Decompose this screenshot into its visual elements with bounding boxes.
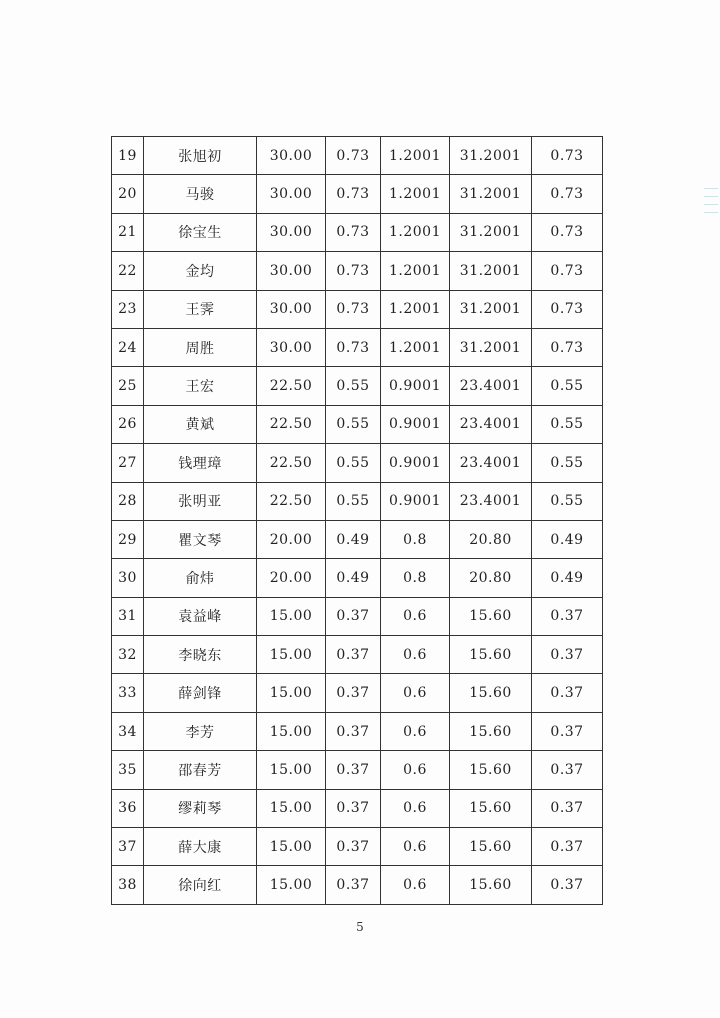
- scan-edge-mark: [704, 196, 718, 197]
- cell-row-index: 20: [112, 175, 144, 213]
- cell-name: 袁益峰: [144, 597, 257, 635]
- cell-amount-e: 0.37: [532, 636, 603, 674]
- cell-row-index: 32: [112, 636, 144, 674]
- cell-amount-a: 30.00: [257, 328, 326, 366]
- cell-row-index: 23: [112, 290, 144, 328]
- cell-amount-d: 23.4001: [450, 444, 532, 482]
- cell-name: 金均: [144, 252, 257, 290]
- cell-row-index: 29: [112, 520, 144, 558]
- cell-amount-b: 0.49: [326, 520, 381, 558]
- cell-amount-c: 1.2001: [381, 328, 450, 366]
- cell-amount-c: 0.8: [381, 520, 450, 558]
- cell-name: 李晓东: [144, 636, 257, 674]
- cell-row-index: 36: [112, 789, 144, 827]
- scan-edge-mark: [704, 204, 718, 205]
- table-row: [112, 290, 603, 328]
- cell-amount-e: 0.55: [532, 405, 603, 443]
- cell-amount-d: 15.60: [450, 597, 532, 635]
- table-row: [112, 367, 603, 405]
- cell-amount-d: 15.60: [450, 712, 532, 750]
- cell-amount-b: 0.37: [326, 597, 381, 635]
- cell-amount-a: 15.00: [257, 751, 326, 789]
- cell-amount-d: 31.2001: [450, 252, 532, 290]
- scan-edge-mark: [704, 212, 718, 213]
- cell-amount-e: 0.73: [532, 290, 603, 328]
- cell-row-index: 38: [112, 866, 144, 904]
- cell-amount-a: 22.50: [257, 444, 326, 482]
- cell-name: 钱理璋: [144, 444, 257, 482]
- table-row: [112, 175, 603, 213]
- cell-row-index: 30: [112, 559, 144, 597]
- table-row: [112, 482, 603, 520]
- cell-amount-a: 22.50: [257, 405, 326, 443]
- cell-amount-b: 0.55: [326, 405, 381, 443]
- cell-amount-b: 0.37: [326, 636, 381, 674]
- cell-amount-d: 15.60: [450, 828, 532, 866]
- cell-amount-d: 15.60: [450, 751, 532, 789]
- cell-amount-e: 0.37: [532, 597, 603, 635]
- table-row: [112, 828, 603, 866]
- cell-amount-a: 20.00: [257, 520, 326, 558]
- cell-amount-e: 0.73: [532, 328, 603, 366]
- table-row: [112, 213, 603, 251]
- cell-amount-b: 0.37: [326, 789, 381, 827]
- cell-amount-d: 23.4001: [450, 367, 532, 405]
- cell-amount-c: 0.6: [381, 828, 450, 866]
- cell-amount-d: 31.2001: [450, 328, 532, 366]
- cell-amount-c: 1.2001: [381, 137, 450, 175]
- table-body: [112, 137, 603, 905]
- cell-name: 邵春芳: [144, 751, 257, 789]
- table-row: [112, 559, 603, 597]
- table-row: [112, 866, 603, 904]
- data-table: [111, 136, 603, 905]
- cell-amount-e: 0.55: [532, 444, 603, 482]
- table-row: [112, 328, 603, 366]
- cell-amount-e: 0.37: [532, 712, 603, 750]
- cell-amount-b: 0.49: [326, 559, 381, 597]
- cell-amount-d: 31.2001: [450, 137, 532, 175]
- cell-row-index: 35: [112, 751, 144, 789]
- cell-amount-e: 0.37: [532, 866, 603, 904]
- cell-amount-e: 0.37: [532, 751, 603, 789]
- cell-row-index: 31: [112, 597, 144, 635]
- cell-amount-e: 0.73: [532, 252, 603, 290]
- cell-amount-c: 0.6: [381, 866, 450, 904]
- cell-amount-c: 0.9001: [381, 367, 450, 405]
- cell-amount-d: 15.60: [450, 636, 532, 674]
- cell-amount-b: 0.37: [326, 674, 381, 712]
- table-row: [112, 520, 603, 558]
- cell-amount-c: 0.6: [381, 597, 450, 635]
- table-row: [112, 252, 603, 290]
- cell-row-index: 37: [112, 828, 144, 866]
- cell-row-index: 33: [112, 674, 144, 712]
- cell-amount-a: 15.00: [257, 674, 326, 712]
- cell-amount-e: 0.37: [532, 789, 603, 827]
- cell-amount-d: 31.2001: [450, 213, 532, 251]
- table-row: [112, 636, 603, 674]
- cell-amount-b: 0.55: [326, 444, 381, 482]
- cell-row-index: 19: [112, 137, 144, 175]
- cell-name: 薛剑锋: [144, 674, 257, 712]
- cell-amount-d: 20.80: [450, 520, 532, 558]
- cell-amount-e: 0.49: [532, 520, 603, 558]
- cell-amount-c: 1.2001: [381, 290, 450, 328]
- cell-name: 缪莉琴: [144, 789, 257, 827]
- cell-amount-d: 15.60: [450, 674, 532, 712]
- cell-row-index: 27: [112, 444, 144, 482]
- cell-amount-b: 0.37: [326, 751, 381, 789]
- cell-amount-d: 31.2001: [450, 175, 532, 213]
- cell-amount-e: 0.55: [532, 367, 603, 405]
- table-row: [112, 789, 603, 827]
- cell-amount-a: 30.00: [257, 175, 326, 213]
- cell-name: 俞炜: [144, 559, 257, 597]
- cell-amount-a: 15.00: [257, 636, 326, 674]
- cell-amount-a: 30.00: [257, 137, 326, 175]
- table-row: [112, 137, 603, 175]
- cell-amount-b: 0.37: [326, 712, 381, 750]
- cell-row-index: 34: [112, 712, 144, 750]
- table-row: [112, 751, 603, 789]
- cell-name: 王霁: [144, 290, 257, 328]
- cell-name: 马骏: [144, 175, 257, 213]
- cell-row-index: 22: [112, 252, 144, 290]
- cell-amount-c: 0.6: [381, 636, 450, 674]
- cell-name: 瞿文琴: [144, 520, 257, 558]
- cell-amount-a: 30.00: [257, 252, 326, 290]
- cell-name: 王宏: [144, 367, 257, 405]
- cell-amount-a: 15.00: [257, 866, 326, 904]
- cell-amount-a: 15.00: [257, 597, 326, 635]
- cell-row-index: 28: [112, 482, 144, 520]
- cell-amount-b: 0.73: [326, 213, 381, 251]
- cell-amount-a: 15.00: [257, 828, 326, 866]
- table-row: [112, 674, 603, 712]
- cell-amount-c: 0.9001: [381, 405, 450, 443]
- cell-amount-b: 0.73: [326, 137, 381, 175]
- cell-amount-e: 0.55: [532, 482, 603, 520]
- cell-amount-b: 0.55: [326, 367, 381, 405]
- cell-amount-d: 15.60: [450, 866, 532, 904]
- cell-amount-d: 31.2001: [450, 290, 532, 328]
- cell-amount-b: 0.37: [326, 866, 381, 904]
- cell-amount-d: 20.80: [450, 559, 532, 597]
- cell-amount-b: 0.73: [326, 328, 381, 366]
- cell-amount-e: 0.73: [532, 175, 603, 213]
- cell-amount-c: 0.8: [381, 559, 450, 597]
- cell-amount-b: 0.73: [326, 252, 381, 290]
- table-row: [112, 444, 603, 482]
- cell-amount-c: 0.9001: [381, 444, 450, 482]
- cell-amount-a: 20.00: [257, 559, 326, 597]
- table-row: [112, 405, 603, 443]
- cell-amount-b: 0.73: [326, 290, 381, 328]
- cell-name: 李芳: [144, 712, 257, 750]
- cell-row-index: 24: [112, 328, 144, 366]
- cell-amount-b: 0.37: [326, 828, 381, 866]
- cell-amount-e: 0.37: [532, 828, 603, 866]
- cell-amount-e: 0.37: [532, 674, 603, 712]
- cell-amount-a: 15.00: [257, 712, 326, 750]
- cell-row-index: 26: [112, 405, 144, 443]
- table-row: [112, 597, 603, 635]
- cell-amount-c: 1.2001: [381, 252, 450, 290]
- cell-amount-c: 0.9001: [381, 482, 450, 520]
- table-row: [112, 712, 603, 750]
- cell-name: 徐向红: [144, 866, 257, 904]
- cell-amount-a: 30.00: [257, 213, 326, 251]
- cell-amount-e: 0.73: [532, 137, 603, 175]
- cell-amount-c: 1.2001: [381, 213, 450, 251]
- cell-amount-a: 15.00: [257, 789, 326, 827]
- cell-amount-c: 1.2001: [381, 175, 450, 213]
- cell-amount-a: 22.50: [257, 482, 326, 520]
- cell-name: 薛大康: [144, 828, 257, 866]
- cell-amount-a: 30.00: [257, 290, 326, 328]
- scan-edge-mark: [704, 188, 718, 189]
- cell-row-index: 21: [112, 213, 144, 251]
- cell-amount-b: 0.55: [326, 482, 381, 520]
- cell-amount-d: 15.60: [450, 789, 532, 827]
- cell-amount-d: 23.4001: [450, 405, 532, 443]
- cell-name: 徐宝生: [144, 213, 257, 251]
- cell-amount-a: 22.50: [257, 367, 326, 405]
- cell-name: 张旭初: [144, 137, 257, 175]
- cell-amount-c: 0.6: [381, 751, 450, 789]
- cell-amount-c: 0.6: [381, 712, 450, 750]
- cell-amount-e: 0.49: [532, 559, 603, 597]
- cell-name: 周胜: [144, 328, 257, 366]
- cell-amount-d: 23.4001: [450, 482, 532, 520]
- cell-amount-c: 0.6: [381, 674, 450, 712]
- cell-amount-c: 0.6: [381, 789, 450, 827]
- cell-amount-e: 0.73: [532, 213, 603, 251]
- cell-row-index: 25: [112, 367, 144, 405]
- cell-name: 张明亚: [144, 482, 257, 520]
- page-number: 5: [356, 920, 364, 934]
- cell-name: 黄斌: [144, 405, 257, 443]
- cell-amount-b: 0.73: [326, 175, 381, 213]
